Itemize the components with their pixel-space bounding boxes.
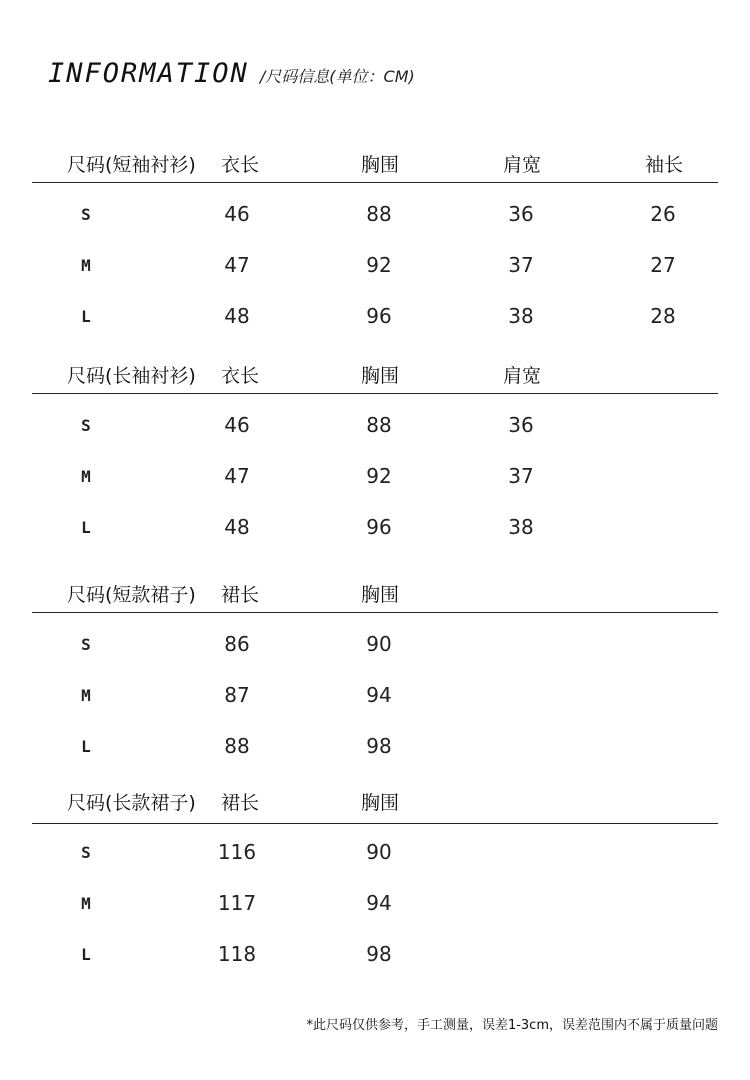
size-label: M xyxy=(81,467,91,486)
title-row xyxy=(48,58,415,98)
value-cell: 90 xyxy=(366,632,392,656)
value-cell: 118 xyxy=(217,942,257,966)
header-shoulder: 肩宽 xyxy=(502,365,542,387)
size-label: S xyxy=(81,843,91,862)
value-cell: 36 xyxy=(508,413,534,437)
value-cell: 26 xyxy=(650,202,676,226)
size-label: S xyxy=(81,635,91,654)
disclaimer-note: *此尺码仅供参考，手工测量，误差1-3cm，误差范围内不属于质量问题 xyxy=(306,1018,718,1033)
value-cell: 87 xyxy=(224,683,250,707)
table-header xyxy=(0,361,750,391)
value-cell: 94 xyxy=(366,891,392,915)
size-label: S xyxy=(81,205,91,224)
size-label: S xyxy=(81,416,91,435)
table-row xyxy=(0,464,750,492)
size-label: L xyxy=(81,307,91,326)
table-rule xyxy=(32,823,718,824)
table-row xyxy=(0,891,750,919)
table-rule xyxy=(32,612,718,613)
table-row xyxy=(0,734,750,762)
value-cell: 36 xyxy=(508,202,534,226)
value-cell: 37 xyxy=(508,253,534,277)
table-row xyxy=(0,632,750,660)
table-header xyxy=(0,150,750,180)
header-size: 尺码(长袖衬衫) xyxy=(67,365,196,387)
value-cell: 38 xyxy=(508,515,534,539)
value-cell: 48 xyxy=(224,515,250,539)
value-cell: 94 xyxy=(366,683,392,707)
value-cell: 96 xyxy=(366,304,392,328)
table-row xyxy=(0,304,750,332)
table-row xyxy=(0,202,750,230)
size-label: L xyxy=(81,945,91,964)
value-cell: 92 xyxy=(366,464,392,488)
table-rule xyxy=(32,182,718,183)
value-cell: 37 xyxy=(508,464,534,488)
value-cell: 27 xyxy=(650,253,676,277)
value-cell: 88 xyxy=(224,734,250,758)
table-header xyxy=(0,788,750,818)
table-row xyxy=(0,413,750,441)
value-cell: 92 xyxy=(366,253,392,277)
value-cell: 117 xyxy=(217,891,257,915)
value-cell: 46 xyxy=(224,202,250,226)
value-cell: 47 xyxy=(224,464,250,488)
header-length: 衣长 xyxy=(220,154,260,176)
header-chest: 胸围 xyxy=(360,365,400,387)
table-row xyxy=(0,683,750,711)
table-rule xyxy=(32,393,718,394)
header-chest: 胸围 xyxy=(360,154,400,176)
table-row xyxy=(0,253,750,281)
size-label: M xyxy=(81,256,91,275)
value-cell: 86 xyxy=(224,632,250,656)
table-row xyxy=(0,840,750,868)
page-subtitle: /尺码信息(单位：CM) xyxy=(259,67,415,86)
value-cell: 88 xyxy=(366,413,392,437)
value-cell: 88 xyxy=(366,202,392,226)
value-cell: 98 xyxy=(366,942,392,966)
value-cell: 98 xyxy=(366,734,392,758)
header-size: 尺码(短袖衬衫) xyxy=(67,154,196,176)
value-cell: 116 xyxy=(217,840,257,864)
header-length: 衣长 xyxy=(220,365,260,387)
size-label: L xyxy=(81,518,91,537)
size-label: M xyxy=(81,894,91,913)
table-row xyxy=(0,515,750,543)
size-label: L xyxy=(81,737,91,756)
value-cell: 28 xyxy=(650,304,676,328)
header-length: 裙长 xyxy=(220,584,260,606)
header-size: 尺码(短款裙子) xyxy=(67,584,196,606)
header-chest: 胸围 xyxy=(360,584,400,606)
header-length: 裙长 xyxy=(220,792,260,814)
value-cell: 48 xyxy=(224,304,250,328)
header-size: 尺码(长款裙子) xyxy=(67,792,196,814)
value-cell: 90 xyxy=(366,840,392,864)
value-cell: 96 xyxy=(366,515,392,539)
table-row xyxy=(0,942,750,970)
header-shoulder: 肩宽 xyxy=(502,154,542,176)
header-chest: 胸围 xyxy=(360,792,400,814)
value-cell: 46 xyxy=(224,413,250,437)
size-label: M xyxy=(81,686,91,705)
header-sleeve: 袖长 xyxy=(644,154,684,176)
value-cell: 47 xyxy=(224,253,250,277)
table-header xyxy=(0,580,750,610)
page-title: INFORMATION xyxy=(48,58,249,89)
value-cell: 38 xyxy=(508,304,534,328)
